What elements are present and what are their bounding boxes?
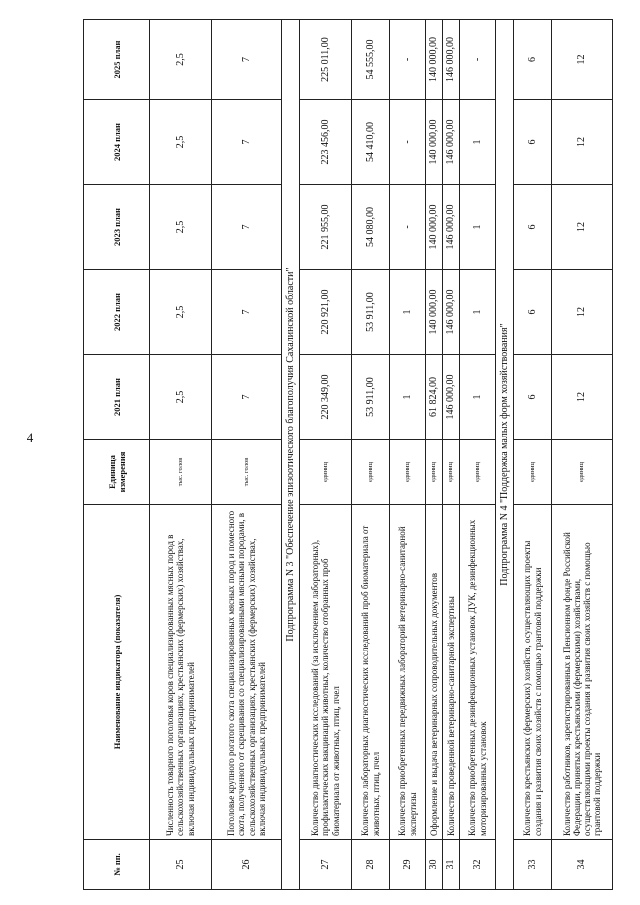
row-num: 31 bbox=[443, 840, 460, 890]
value-2024: 54 410,00 bbox=[352, 100, 390, 185]
value-2023: 146 000,00 bbox=[443, 185, 460, 270]
table-row bbox=[300, 20, 352, 890]
value-2021: 6 bbox=[514, 355, 552, 440]
row-unit: единиц bbox=[426, 440, 443, 505]
row-unit: единиц bbox=[514, 440, 552, 505]
row-num: 30 bbox=[426, 840, 443, 890]
table-row bbox=[426, 20, 443, 890]
value-2021: 53 911,00 bbox=[352, 355, 390, 440]
row-num: 34 bbox=[552, 840, 613, 890]
section-row bbox=[282, 20, 300, 890]
row-unit: единиц bbox=[460, 440, 496, 505]
value-2024: - bbox=[390, 100, 426, 185]
value-2023: 1 bbox=[460, 185, 496, 270]
value-2022: 53 911,00 bbox=[352, 270, 390, 355]
table-row bbox=[150, 20, 212, 890]
value-2021: 2,5 bbox=[150, 355, 212, 440]
value-2025: - bbox=[460, 20, 496, 100]
value-2024: 1 bbox=[460, 100, 496, 185]
row-num: 27 bbox=[300, 840, 352, 890]
value-2022: 140 000,00 bbox=[426, 270, 443, 355]
indicator-table bbox=[83, 19, 613, 890]
row-num: 32 bbox=[460, 840, 496, 890]
value-2022: 1 bbox=[460, 270, 496, 355]
value-2024: 12 bbox=[552, 100, 613, 185]
header-2021: 2021 план bbox=[84, 355, 150, 440]
value-2023: 6 bbox=[514, 185, 552, 270]
value-2023: 140 000,00 bbox=[426, 185, 443, 270]
row-unit: единиц bbox=[300, 440, 352, 505]
header-row bbox=[84, 20, 150, 890]
value-2023: 54 080,00 bbox=[352, 185, 390, 270]
header-name: Наименование индикатора (показателя) bbox=[84, 505, 150, 840]
value-2024: 2,5 bbox=[150, 100, 212, 185]
section-row bbox=[496, 20, 514, 890]
value-2024: 7 bbox=[212, 100, 282, 185]
value-2022: 1 bbox=[390, 270, 426, 355]
value-2024: 6 bbox=[514, 100, 552, 185]
value-2023: 7 bbox=[212, 185, 282, 270]
value-2023: - bbox=[390, 185, 426, 270]
header-2023: 2023 план bbox=[84, 185, 150, 270]
value-2022: 146 000,00 bbox=[443, 270, 460, 355]
table-row bbox=[460, 20, 496, 890]
value-2025: 225 011,00 bbox=[300, 20, 352, 100]
value-2021: 220 349,00 bbox=[300, 355, 352, 440]
value-2021: 146 000,00 bbox=[443, 355, 460, 440]
value-2023: 221 955,00 bbox=[300, 185, 352, 270]
table-row bbox=[390, 20, 426, 890]
row-name: Численность товарного поголовья коров специализированных мясных пород в сельскохозяйственных организациях, крестьянских (фермерских) хозяйствах, включая индивидуальных предпринимателей bbox=[150, 505, 212, 840]
header-num: № пп. bbox=[84, 840, 150, 890]
value-2025: 2,5 bbox=[150, 20, 212, 100]
table-row bbox=[352, 20, 390, 890]
value-2021: 7 bbox=[212, 355, 282, 440]
table-row bbox=[212, 20, 282, 890]
row-name: Количество диагностических исследований (за исключением лабораторных), профилактических вакцинаций животных, количество отобранных проб биоматериала от животных, птиц, пчел bbox=[300, 505, 352, 840]
value-2022: 220 921,00 bbox=[300, 270, 352, 355]
value-2021: 1 bbox=[460, 355, 496, 440]
value-2022: 7 bbox=[212, 270, 282, 355]
value-2023: 12 bbox=[552, 185, 613, 270]
value-2025: 54 555,00 bbox=[352, 20, 390, 100]
table-row bbox=[552, 20, 613, 890]
value-2025: 6 bbox=[514, 20, 552, 100]
header-2022: 2022 план bbox=[84, 270, 150, 355]
value-2025: 146 000,00 bbox=[443, 20, 460, 100]
value-2021: 12 bbox=[552, 355, 613, 440]
table-row bbox=[443, 20, 460, 890]
row-unit: тыс. голов bbox=[212, 440, 282, 505]
row-name: Количество приобретенных дезинфекционных установок ДУК, дезинфекционных моторизированных установок bbox=[460, 505, 496, 840]
value-2024: 140 000,00 bbox=[426, 100, 443, 185]
value-2022: 2,5 bbox=[150, 270, 212, 355]
value-2023: 2,5 bbox=[150, 185, 212, 270]
section-title-3: Подпрограмма N 3 "Обеспечение эпизоотического благополучия Сахалинской области" bbox=[282, 20, 300, 890]
value-2025: - bbox=[390, 20, 426, 100]
row-name: Поголовье крупного рогатого скота специализированных мясных пород и помесного скота, полученного от скрещивания со специализированными мясными породами, в сельскохозяйственных организациях, крестьянских (фермерских) хозяйствах, включая индивидуальных предпринимателей bbox=[212, 505, 282, 840]
section-title-4: Подпрограмма N 4 "Поддержка малых форм хозяйствования" bbox=[496, 20, 514, 890]
row-name: Количество лабораторных диагностических исследований проб биоматериала от животных, птиц, пчел bbox=[352, 505, 390, 840]
value-2022: 6 bbox=[514, 270, 552, 355]
row-unit: единиц bbox=[352, 440, 390, 505]
indicator-table-rotated bbox=[83, 20, 603, 890]
value-2021: 1 bbox=[390, 355, 426, 440]
page-number: 4 bbox=[26, 430, 34, 445]
row-unit: единиц bbox=[390, 440, 426, 505]
value-2024: 223 456,00 bbox=[300, 100, 352, 185]
row-unit: единиц bbox=[552, 440, 613, 505]
value-2024: 146 000,00 bbox=[443, 100, 460, 185]
header-2024: 2024 план bbox=[84, 100, 150, 185]
value-2025: 140 000,00 bbox=[426, 20, 443, 100]
table-row bbox=[514, 20, 552, 890]
row-num: 29 bbox=[390, 840, 426, 890]
value-2025: 7 bbox=[212, 20, 282, 100]
value-2021: 61 824,00 bbox=[426, 355, 443, 440]
row-name: Количество проведенной ветеринарно-санитарной экспертизы bbox=[443, 505, 460, 840]
row-name: Количество работников, зарегистрированных в Пенсионном фонде Российской Федерации, принятых крестьянскими (фермерскими) хозяйствами, осуществляющими проекты создания и развития своих хозяйств с помощью грантовой поддержки bbox=[552, 505, 613, 840]
row-unit: единиц bbox=[443, 440, 460, 505]
header-2025: 2025 план bbox=[84, 20, 150, 100]
row-num: 25 bbox=[150, 840, 212, 890]
value-2025: 12 bbox=[552, 20, 613, 100]
value-2022: 12 bbox=[552, 270, 613, 355]
row-name: Количество крестьянских (фермерских) хозяйств, осуществляющих проекты создания и развития своих хозяйств с помощью грантовой поддержки bbox=[514, 505, 552, 840]
row-name: Количество приобретенных передвижных лабораторий ветеринарно-санитарной экспертизы bbox=[390, 505, 426, 840]
row-num: 33 bbox=[514, 840, 552, 890]
header-unit: Единица измерения bbox=[84, 440, 150, 505]
row-num: 26 bbox=[212, 840, 282, 890]
row-name: Оформление и выдача ветеринарных сопроводительных документов bbox=[426, 505, 443, 840]
row-unit: тыс. голов bbox=[150, 440, 212, 505]
row-num: 28 bbox=[352, 840, 390, 890]
